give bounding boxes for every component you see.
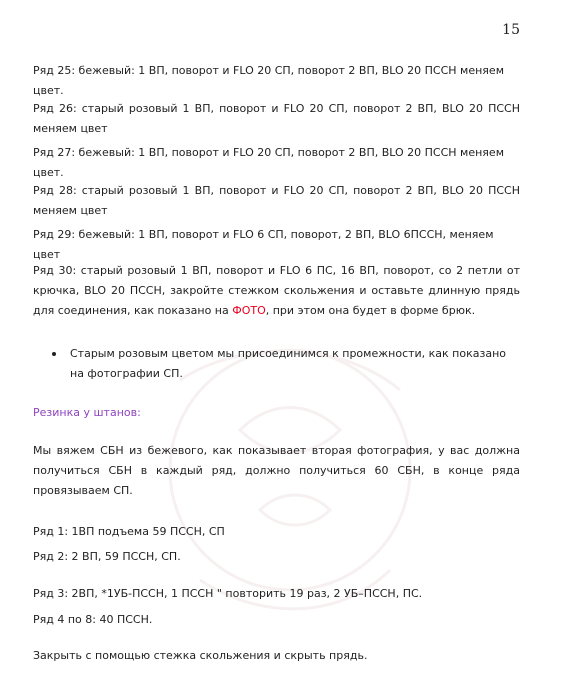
step-row-4-8: Ряд 4 по 8: 40 ПССН. <box>33 613 153 626</box>
row-29-text: Ряд 29: бежевый: 1 ВП, поворот и FLO 6 СП, поворот, 2 ВП, BLO 6ПССН, меняем цвет <box>33 228 494 261</box>
finish-instruction: Закрыть с помощью стежка скольжения и скрыть прядь. <box>33 649 368 662</box>
row-30-before: Ряд 30: старый розовый 1 ВП, поворот и FLO 6 ПС, 16 ВП, поворот, со 2 петли от крючка, BLO 20 ПССН, закройте стежком скольжения и оставьте длинную прядь для соединения, как показано на <box>33 264 520 317</box>
row-30-text <box>33 261 520 321</box>
step-row-2: Ряд 2: 2 ВП, 59 ПССН, СП. <box>33 550 181 563</box>
step-row-3: Ряд 3: 2ВП, *1УБ-ПССН, 1 ПССН " повторить 19 раз, 2 УБ–ПССН, ПС. <box>33 587 423 600</box>
row-30-after: , при этом она будет в форме брюк. <box>265 304 476 317</box>
page-number: 15 <box>502 22 520 38</box>
row-28-text: Ряд 28: старый розовый 1 ВП, поворот и FLO 20 СП, поворот 2 ВП, BLO 20 ПССН меняем цвет <box>33 184 520 217</box>
intro-paragraph: Мы вяжем СБН из бежевого, как показывает вторая фотография, у вас должна получиться СБН в каждый ряд, должно получиться 60 СБН, в конце ряда провязываем СП. <box>33 444 520 497</box>
bullet-dot-icon <box>52 352 56 356</box>
bullet-list-item <box>52 344 510 384</box>
section-heading: Резинка у штанов: <box>33 406 141 419</box>
row-27-text: Ряд 27: бежевый: 1 ВП, поворот и FLO 20 СП, поворот 2 ВП, BLO 20 ПССН меняем цвет. <box>33 146 504 179</box>
photo-link[interactable]: ФОТО <box>232 304 266 317</box>
step-row-1: Ряд 1: 1ВП подъема 59 ПССН, СП <box>33 525 225 538</box>
row-25-text: Ряд 25: бежевый: 1 ВП, поворот и FLO 20 СП, поворот 2 ВП, BLO 20 ПССН меняем цвет. <box>33 64 504 97</box>
bullet-text: Старым розовым цветом мы присоединимся к промежности, как показано на фотографии СП. <box>70 347 507 380</box>
row-26-text: Ряд 26: старый розовый 1 ВП, поворот и FLO 20 СП, поворот 2 ВП, BLO 20 ПССН меняем цвет <box>33 102 520 135</box>
